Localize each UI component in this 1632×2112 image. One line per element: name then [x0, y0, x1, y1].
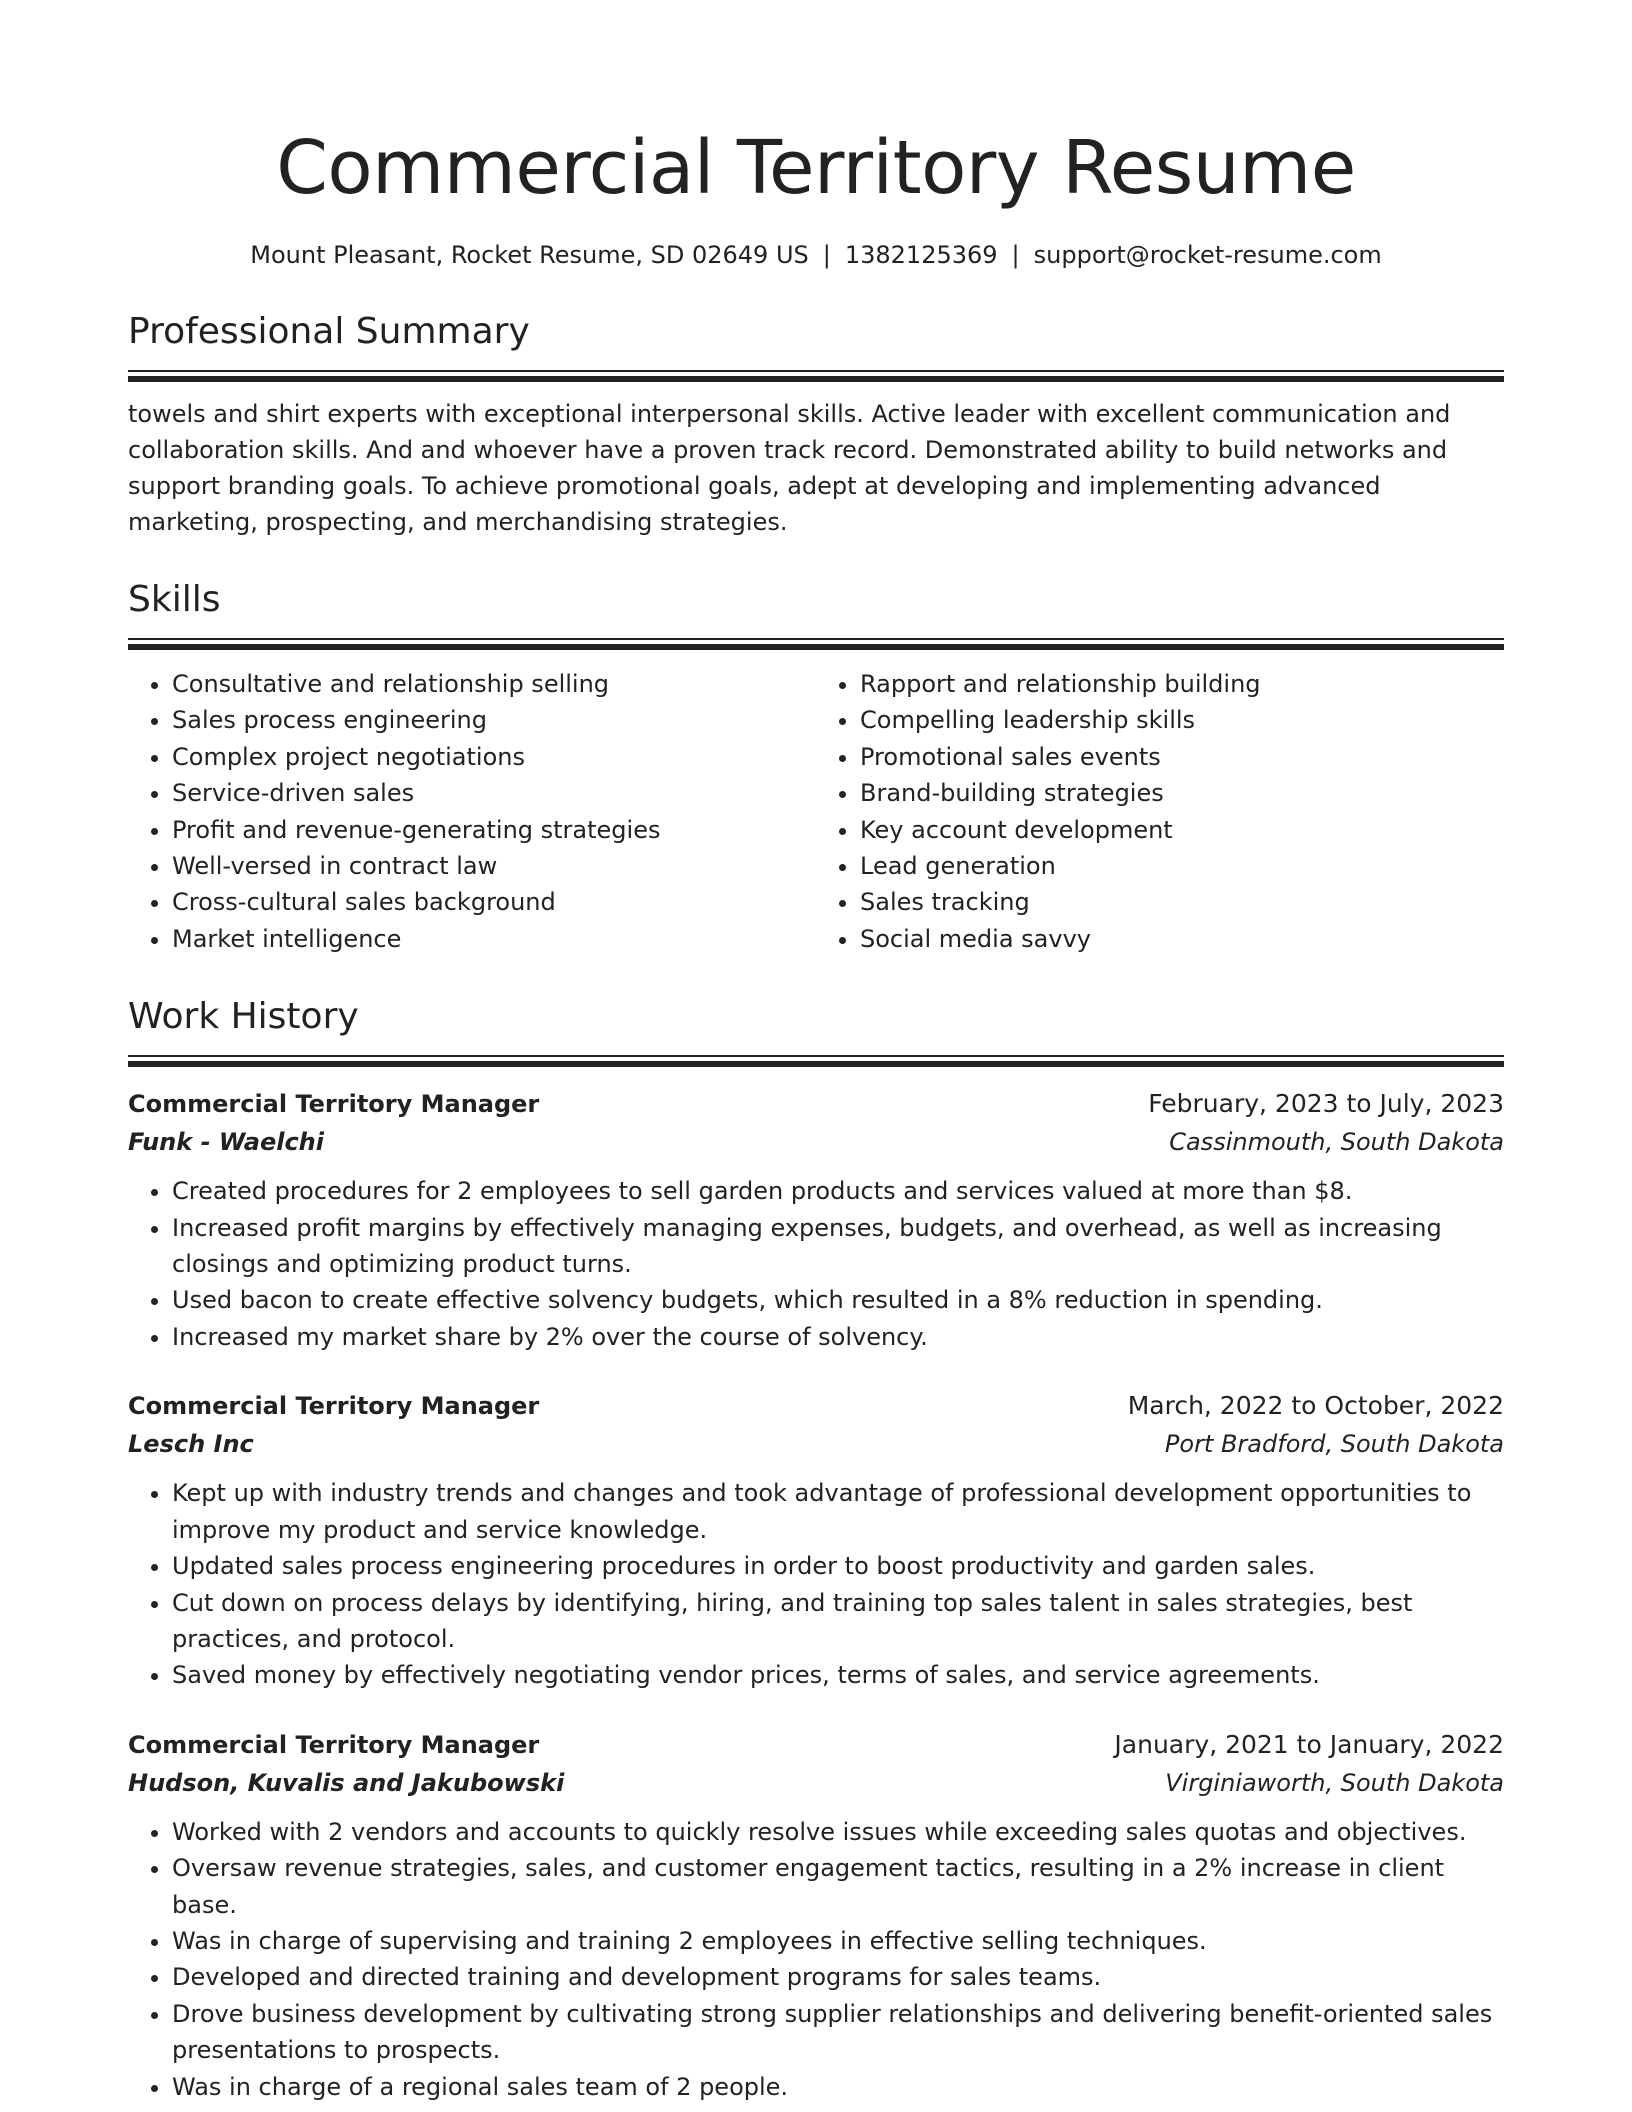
job-bullet: • Updated sales process engineering procedures in order to boost productivity and garden sales.: [172, 1548, 1504, 1584]
job-bullet: • Was in charge of a regional sales team of 2 people.: [172, 2069, 1504, 2105]
contact-separator: |: [822, 241, 831, 269]
skill-item: • Promotional sales events: [860, 739, 1504, 775]
summary-section: [128, 308, 1504, 382]
skill-item: • Profit and revenue-generating strategies: [172, 812, 816, 848]
skill-item: • Rapport and relationship building: [860, 666, 1504, 702]
job-dates: March, 2022 to October, 2022: [1127, 1391, 1504, 1421]
job-bullet: • Used bacon to create effective solvency budgets, which resulted in a 8% reduction in spending.: [172, 1282, 1504, 1318]
job-title: Commercial Territory Manager: [128, 1730, 540, 1759]
job-location: Virginiaworth, South Dakota: [1165, 1768, 1504, 1797]
job-dates: February, 2023 to July, 2023: [1148, 1089, 1504, 1119]
job-subheader: [128, 1425, 1504, 1463]
contact-email: support@rocket-resume.com: [1033, 241, 1382, 269]
summary-text: towels and shirt experts with exceptional interpersonal skills. Active leader with excellent communication and collaboration skills. And and whoever have a proven track record. Demonstrated ability to build networks and support branding goals. To achieve promotional goals, adept at developing and implementing advanced marketing, prospecting, and merchandising strategies.: [128, 400, 1451, 536]
job-entry: [128, 1085, 1504, 1355]
job-location: Cassinmouth, South Dakota: [1169, 1128, 1504, 1157]
skills-columns: [128, 666, 1504, 957]
skill-item: • Complex project negotiations: [172, 739, 816, 775]
job-bullet: • Was in charge of supervising and training 2 employees in effective selling techniques.: [172, 1923, 1504, 1959]
job-bullet: • Oversaw revenue strategies, sales, and customer engagement tactics, resulting in a 2% increase in client base.: [172, 1850, 1504, 1923]
skill-item: • Compelling leadership skills: [860, 702, 1504, 738]
job-bullet: • Saved money by effectively negotiating vendor prices, terms of sales, and service agreements.: [172, 1657, 1504, 1693]
job-bullet: • Created procedures for 2 employees to sell garden products and services valued at more than $8.: [172, 1173, 1504, 1209]
job-location: Port Bradford, South Dakota: [1164, 1430, 1504, 1459]
job-subheader: [128, 1123, 1504, 1161]
skills-section: [128, 576, 1504, 650]
job-entry: [128, 1726, 1504, 2105]
skill-item: • Brand-building strategies: [860, 775, 1504, 811]
job-bullet: • Worked with 2 vendors and accounts to quickly resolve issues while exceeding sales quotas and objectives.: [172, 1814, 1504, 1850]
section-divider: [128, 638, 1504, 650]
skill-item: • Lead generation: [860, 848, 1504, 884]
resume-page: [128, 0, 1504, 2105]
contact-phone: 1382125369: [844, 241, 998, 269]
skill-item: • Well-versed in contract law: [172, 848, 816, 884]
contact-separator: |: [1011, 241, 1020, 269]
job-subheader: [128, 1764, 1504, 1802]
skills-list-right: [816, 666, 1504, 957]
work-history-section: [128, 993, 1504, 1067]
job-bullet: • Increased profit margins by effectively managing expenses, budgets, and overhead, as well as increasing closings and optimizing product turns.: [172, 1210, 1504, 1283]
work-history-heading: Work History: [128, 996, 359, 1038]
job-bullet: • Developed and directed training and development programs for sales teams.: [172, 1959, 1504, 1995]
job-company: Funk - Waelchi: [128, 1128, 324, 1157]
skills-list-left: [128, 666, 816, 957]
job-title: Commercial Territory Manager: [128, 1392, 540, 1421]
section-divider: [128, 370, 1504, 382]
skill-item: • Service-driven sales: [172, 775, 816, 811]
job-bullets: [128, 1475, 1504, 1693]
skills-heading: Skills: [128, 579, 221, 620]
contact-address: Mount Pleasant, Rocket Resume, SD 02649 US: [250, 241, 809, 269]
skill-item: • Sales process engineering: [172, 702, 816, 738]
job-title: Commercial Territory Manager: [128, 1090, 540, 1119]
job-bullet: • Drove business development by cultivating strong supplier relationships and delivering benefit-oriented sales presentations to prospects.: [172, 1996, 1504, 2069]
page-title: Commercial Territory Resume: [276, 125, 1356, 211]
summary-heading: Professional Summary: [128, 311, 530, 352]
job-header: [128, 1726, 1504, 1764]
job-bullet: • Increased my market share by 2% over the course of solvency.: [172, 1319, 1504, 1355]
job-entry: [128, 1387, 1504, 1693]
section-divider: [128, 1055, 1504, 1067]
skill-item: • Sales tracking: [860, 884, 1504, 920]
skill-item: • Key account development: [860, 812, 1504, 848]
skill-item: • Market intelligence: [172, 921, 816, 957]
job-dates: January, 2021 to January, 2022: [1114, 1729, 1504, 1759]
job-bullets: [128, 1173, 1504, 1355]
job-header: [128, 1085, 1504, 1123]
job-header: [128, 1387, 1504, 1425]
contact-line: [128, 238, 1504, 272]
job-company: Hudson, Kuvalis and Jakubowski: [128, 1768, 565, 1797]
skill-item: • Consultative and relationship selling: [172, 666, 816, 702]
job-bullet: • Cut down on process delays by identifying, hiring, and training top sales talent in sales strategies, best practices, and protocol.: [172, 1585, 1504, 1658]
job-company: Lesch Inc: [128, 1430, 254, 1459]
job-bullet: • Kept up with industry trends and changes and took advantage of professional development opportunities to improve my product and service knowledge.: [172, 1475, 1504, 1548]
job-bullets: [128, 1814, 1504, 2105]
skill-item: • Cross-cultural sales background: [172, 884, 816, 920]
skill-item: • Social media savvy: [860, 921, 1504, 957]
